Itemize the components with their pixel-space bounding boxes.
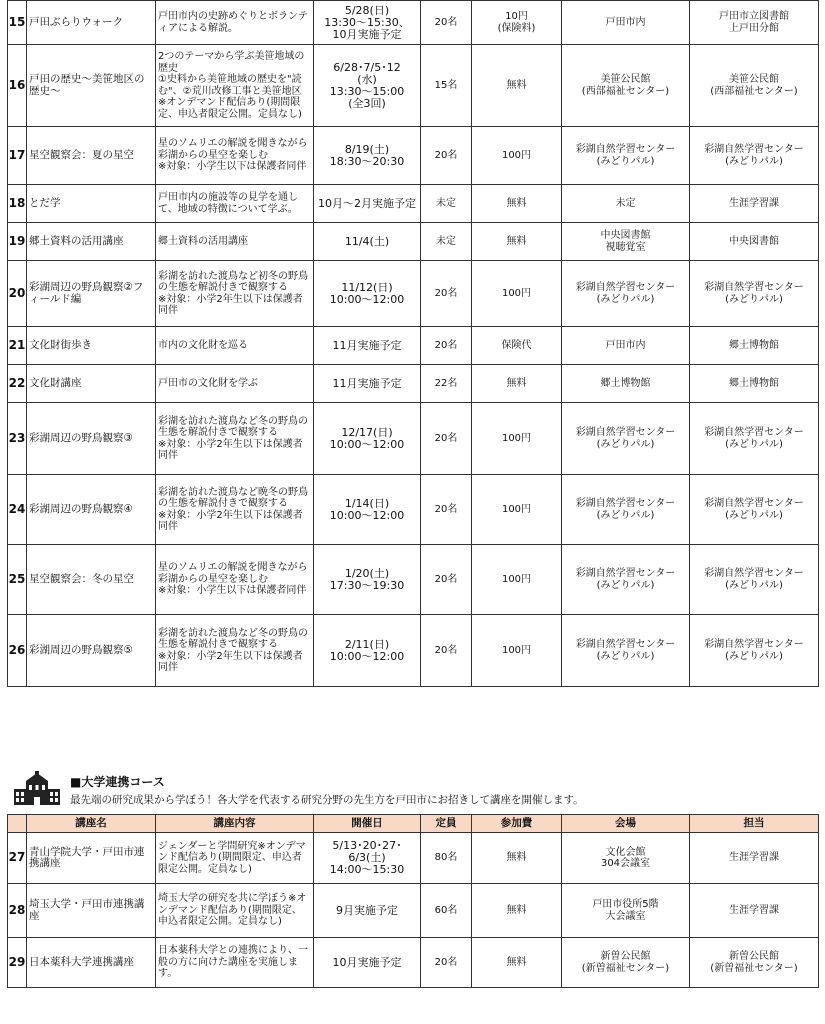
header-cell-charge: 担当 xyxy=(690,815,819,833)
course-fee: 無料 xyxy=(472,884,562,938)
course-date: 11/4(土) xyxy=(314,223,421,261)
table-row xyxy=(8,403,819,475)
course-capacity: 20名 xyxy=(421,545,472,615)
course-number: 25 xyxy=(8,545,27,615)
section-description: 最先端の研究成果から学ぼう！各大学を代表する研究分野の先生方を戸田市にお招きして講座を開催します。 xyxy=(70,794,584,806)
header-cell-name: 講座名 xyxy=(27,815,156,833)
course-number: 22 xyxy=(8,365,27,403)
course-content: ジェンダーと学問研究※オンデマンド配信あり(期間限定、申込者限定公開。定員なし) xyxy=(156,833,314,884)
course-venue: 郷土博物館 xyxy=(562,365,690,403)
course-charge: 郷土博物館 xyxy=(690,365,819,403)
course-name: 彩湖周辺の野鳥観察③ xyxy=(27,403,156,475)
header-cell-venue: 会場 xyxy=(562,815,690,833)
course-fee: 無料 xyxy=(472,185,562,223)
header-cell-fee: 参加費 xyxy=(472,815,562,833)
course-date: 1/14(日) 10:00～12:00 xyxy=(314,475,421,545)
course-venue: 戸田市内 xyxy=(562,1,690,45)
course-name: 彩湖周辺の野鳥観察⑤ xyxy=(27,615,156,687)
section-title: ■大学連携コース xyxy=(70,775,165,789)
course-fee: 100円 xyxy=(472,615,562,687)
course-date: 9月実施予定 xyxy=(314,884,421,938)
course-charge: 生涯学習課 xyxy=(690,884,819,938)
header-cell-capacity: 定員 xyxy=(421,815,472,833)
course-fee: 無料 xyxy=(472,45,562,127)
course-name: 戸田ぶらりウォーク xyxy=(27,1,156,45)
table-row xyxy=(8,365,819,403)
table-row xyxy=(8,615,819,687)
course-date: 5/13･20･27･ 6/3(土) 14:00～15:30 xyxy=(314,833,421,884)
course-venue: 彩湖自然学習センター (みどりパル) xyxy=(562,403,690,475)
course-number: 21 xyxy=(8,327,27,365)
course-capacity: 80名 xyxy=(421,833,472,884)
course-fee: 無料 xyxy=(472,223,562,261)
course-venue: 未定 xyxy=(562,185,690,223)
course-content: 彩湖を訪れた渡鳥など晩冬の野鳥の生態を解説付きで観察する ※対象：小学2年生以下は保護者同伴 xyxy=(156,475,314,545)
course-table-top xyxy=(7,0,819,687)
course-charge: 美笹公民館 (西部福祉センター) xyxy=(690,45,819,127)
course-capacity: 15名 xyxy=(421,45,472,127)
course-number: 20 xyxy=(8,261,27,327)
course-fee: 無料 xyxy=(472,833,562,884)
course-fee: 無料 xyxy=(472,938,562,988)
course-content: 星のソムリエの解説を聞きながら彩湖からの星空を楽しむ ※対象：小学生以下は保護者同伴 xyxy=(156,545,314,615)
course-charge: 彩湖自然学習センター (みどりパル) xyxy=(690,127,819,185)
course-fee: 100円 xyxy=(472,545,562,615)
course-number: 27 xyxy=(8,833,27,884)
university-course-section xyxy=(10,763,810,813)
table-row xyxy=(8,185,819,223)
course-capacity: 20名 xyxy=(421,261,472,327)
course-name: 彩湖周辺の野鳥観察④ xyxy=(27,475,156,545)
course-fee: 100円 xyxy=(472,127,562,185)
course-content: 戸田市内の史跡めぐりとボランティアによる解説。 xyxy=(156,1,314,45)
table-row xyxy=(8,223,819,261)
course-fee: 10円 (保険料) xyxy=(472,1,562,45)
course-capacity: 20名 xyxy=(421,615,472,687)
course-number: 23 xyxy=(8,403,27,475)
course-content: 戸田市内の施設等の見学を通して、地域の特徴について学ぶ。 xyxy=(156,185,314,223)
course-content: 埼玉大学の研究を共に学ぼう※オンデマンド配信あり(期間限定、申込者限定公開。定員なし) xyxy=(156,884,314,938)
course-date: 8/19(土) 18:30～20:30 xyxy=(314,127,421,185)
course-number: 15 xyxy=(8,1,27,45)
course-venue: 彩湖自然学習センター (みどりパル) xyxy=(562,545,690,615)
course-date: 10月～2月実施予定 xyxy=(314,185,421,223)
course-charge: 彩湖自然学習センター (みどりパル) xyxy=(690,475,819,545)
course-capacity: 20名 xyxy=(421,403,472,475)
table-header-row xyxy=(8,815,819,833)
course-charge: 中央図書館 xyxy=(690,223,819,261)
course-fee: 100円 xyxy=(472,475,562,545)
course-name: 星空観察会：冬の星空 xyxy=(27,545,156,615)
course-date: 10月実施予定 xyxy=(314,938,421,988)
course-content: 彩湖を訪れた渡鳥など冬の野鳥の生態を解説付きで観察する ※対象：小学2年生以下は保護者同伴 xyxy=(156,403,314,475)
table-row xyxy=(8,1,819,45)
course-content: 彩湖を訪れた渡鳥など冬の野鳥の生態を解説付きで観察する ※対象：小学2年生以下は保護者同伴 xyxy=(156,615,314,687)
header-cell-date: 開催日 xyxy=(314,815,421,833)
course-name: 文化財講座 xyxy=(27,365,156,403)
course-date: 11月実施予定 xyxy=(314,327,421,365)
course-content: 戸田市の文化財を学ぶ xyxy=(156,365,314,403)
course-capacity: 20名 xyxy=(421,475,472,545)
course-name: 文化財街歩き xyxy=(27,327,156,365)
course-date: 1/20(土) 17:30～19:30 xyxy=(314,545,421,615)
table-row xyxy=(8,327,819,365)
table-row xyxy=(8,261,819,327)
course-number: 16 xyxy=(8,45,27,127)
table-row xyxy=(8,884,819,938)
table-row xyxy=(8,545,819,615)
course-charge: 彩湖自然学習センター (みどりパル) xyxy=(690,545,819,615)
course-charge: 彩湖自然学習センター (みどりパル) xyxy=(690,403,819,475)
course-number: 28 xyxy=(8,884,27,938)
table-row xyxy=(8,475,819,545)
course-date: 5/28(日) 13:30～15:30、 10月実施予定 xyxy=(314,1,421,45)
course-date: 11/12(日) 10:00～12:00 xyxy=(314,261,421,327)
course-number: 24 xyxy=(8,475,27,545)
table-row xyxy=(8,45,819,127)
course-number: 19 xyxy=(8,223,27,261)
course-name: 彩湖周辺の野鳥観察②フィールド編 xyxy=(27,261,156,327)
course-content: 彩湖を訪れた渡鳥など初冬の野鳥の生態を解説付きで観察する ※対象：小学2年生以下は保護者同伴 xyxy=(156,261,314,327)
course-venue: 新曽公民館 (新曽福祉センター) xyxy=(562,938,690,988)
course-charge: 彩湖自然学習センター (みどりパル) xyxy=(690,615,819,687)
course-charge: 戸田市立図書館 上戸田分館 xyxy=(690,1,819,45)
course-capacity: 22名 xyxy=(421,365,472,403)
course-venue: 彩湖自然学習センター (みどりパル) xyxy=(562,127,690,185)
course-number: 17 xyxy=(8,127,27,185)
course-charge: 新曽公民館 (新曽福祉センター) xyxy=(690,938,819,988)
course-venue: 彩湖自然学習センター (みどりパル) xyxy=(562,261,690,327)
course-charge: 彩湖自然学習センター (みどりパル) xyxy=(690,261,819,327)
course-venue: 美笹公民館 (西部福祉センター) xyxy=(562,45,690,127)
course-number: 18 xyxy=(8,185,27,223)
course-capacity: 20名 xyxy=(421,938,472,988)
course-content: 郷土資料の活用講座 xyxy=(156,223,314,261)
course-number: 26 xyxy=(8,615,27,687)
course-capacity: 60名 xyxy=(421,884,472,938)
course-fee: 保険代 xyxy=(472,327,562,365)
course-name: 埼玉大学・戸田市連携講座 xyxy=(27,884,156,938)
university-building-icon xyxy=(12,771,62,807)
course-venue: 文化会館 304会議室 xyxy=(562,833,690,884)
course-fee: 100円 xyxy=(472,403,562,475)
course-content: 日本薬科大学との連携により、一般の方に向けた講座を実施します。 xyxy=(156,938,314,988)
course-fee: 無料 xyxy=(472,365,562,403)
course-venue: 彩湖自然学習センター (みどりパル) xyxy=(562,615,690,687)
course-number: 29 xyxy=(8,938,27,988)
course-fee: 100円 xyxy=(472,261,562,327)
course-venue: 中央図書館 視聴覚室 xyxy=(562,223,690,261)
course-capacity: 未定 xyxy=(421,223,472,261)
course-date: 6/28･7/5･12 (水) 13:30～15:00 (全3回) xyxy=(314,45,421,127)
course-name: 青山学院大学・戸田市連携講座 xyxy=(27,833,156,884)
course-content: 2つのテーマから学ぶ美笹地域の歴史 ①史料から美笹地域の歴史を"読む"、②荒川改修工事と美笹地区 ※オンデマンド配信あり(期間限定、申込者限定公開。定員なし) xyxy=(156,45,314,127)
header-cell-content: 講座内容 xyxy=(156,815,314,833)
course-venue: 戸田市役所5階 大会議室 xyxy=(562,884,690,938)
course-table-bottom xyxy=(7,814,819,988)
header-cell-blank xyxy=(8,815,27,833)
course-charge: 生涯学習課 xyxy=(690,185,819,223)
course-capacity: 20名 xyxy=(421,327,472,365)
course-name: 戸田の歴史～美笹地区の歴史～ xyxy=(27,45,156,127)
course-name: 日本薬科大学連携講座 xyxy=(27,938,156,988)
course-charge: 郷土博物館 xyxy=(690,327,819,365)
course-name: とだ学 xyxy=(27,185,156,223)
course-capacity: 未定 xyxy=(421,185,472,223)
course-date: 12/17(日) 10:00～12:00 xyxy=(314,403,421,475)
course-name: 星空観察会：夏の星空 xyxy=(27,127,156,185)
course-venue: 戸田市内 xyxy=(562,327,690,365)
course-content: 星のソムリエの解説を聞きながら彩湖からの星空を楽しむ ※対象：小学生以下は保護者同伴 xyxy=(156,127,314,185)
course-charge: 生涯学習課 xyxy=(690,833,819,884)
course-capacity: 20名 xyxy=(421,127,472,185)
course-content: 市内の文化財を巡る xyxy=(156,327,314,365)
course-capacity: 20名 xyxy=(421,1,472,45)
course-venue: 彩湖自然学習センター (みどりパル) xyxy=(562,475,690,545)
course-date: 2/11(日) 10:00～12:00 xyxy=(314,615,421,687)
table-row xyxy=(8,127,819,185)
table-row xyxy=(8,938,819,988)
course-name: 郷土資料の活用講座 xyxy=(27,223,156,261)
table-row xyxy=(8,833,819,884)
course-date: 11月実施予定 xyxy=(314,365,421,403)
